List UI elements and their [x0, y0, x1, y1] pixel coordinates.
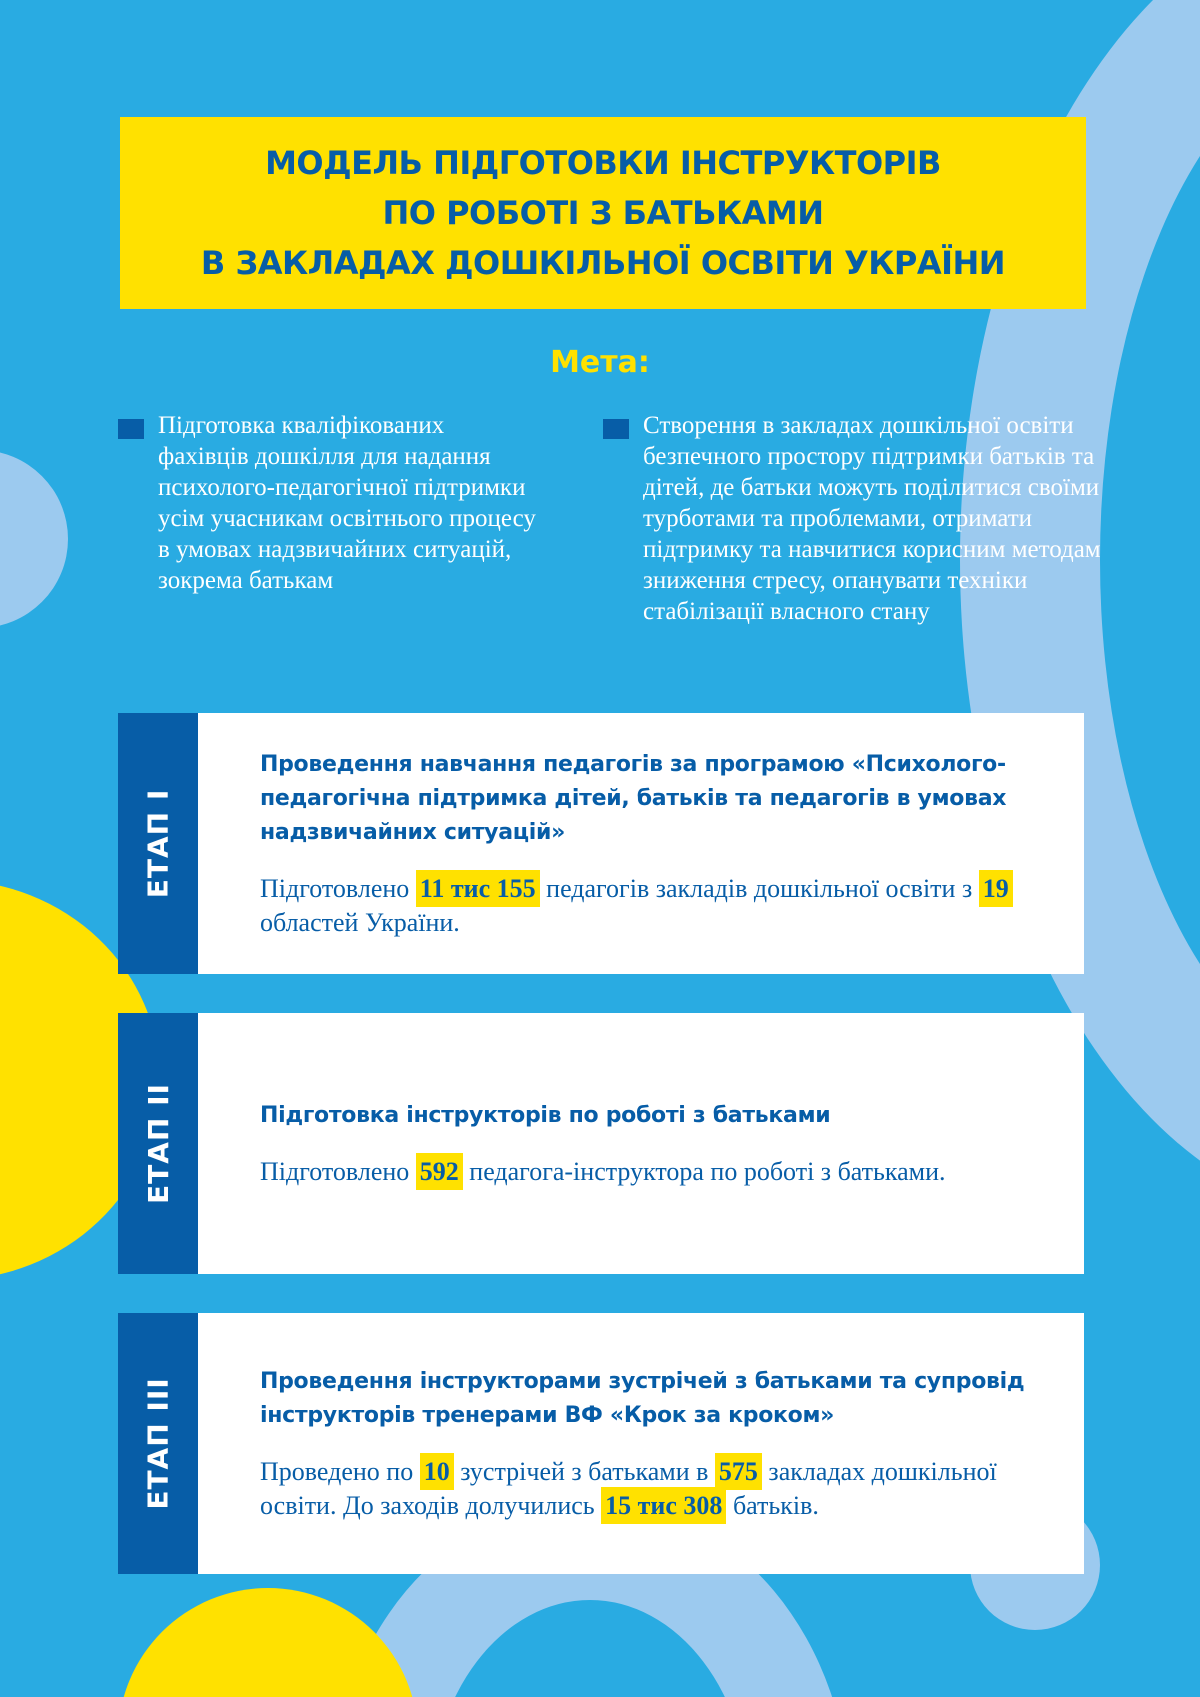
- stage-text-part: Проведено по: [260, 1456, 414, 1486]
- stage-heading-1: Проведення навчання педагогів за програмою «Психолого-педагогічна підтримка дітей, батьків та педагогів в умовах надзвичайних ситуацій»: [260, 751, 1007, 845]
- stage-text-2: [260, 1155, 1050, 1189]
- stat-highlight: 592: [416, 1153, 463, 1190]
- stat-highlight: 19: [979, 870, 1013, 907]
- stage-text-part: зустрічей з батьками в: [460, 1456, 709, 1486]
- goal-item-1: [118, 410, 538, 596]
- stage-text-part: областей України.: [260, 907, 460, 937]
- stage-band-2: [118, 1013, 198, 1274]
- stage-text-part: педагога-інструктора по роботі з батьками.: [469, 1156, 946, 1186]
- title-line-3: В ЗАКЛАДАХ ДОШКІЛЬНОЇ ОСВІТИ УКРАЇНИ: [200, 244, 1006, 282]
- stat-highlight: 575: [715, 1453, 762, 1490]
- stat-highlight: 10: [420, 1453, 454, 1490]
- stage-text-part: педагогів закладів дошкільної освіти з: [546, 873, 973, 903]
- stage-content-1: [260, 713, 1050, 974]
- stat-highlight: 11 тис 155: [416, 870, 540, 907]
- stage-content-3: [260, 1313, 1050, 1574]
- decorative-circle-bottom-yellow: [118, 1588, 418, 1697]
- stage-text-part: Підготовлено: [260, 1156, 410, 1186]
- stage-card-1: [118, 713, 1084, 974]
- stage-text-part: закладах дошкільної освіти. До заходів долучились: [260, 1456, 997, 1520]
- title-line-2: ПО РОБОТІ З БАТЬКАМИ: [382, 194, 824, 232]
- stage-text-1: [260, 872, 1050, 940]
- stage-band-1: [118, 713, 198, 974]
- stage-label-2: ЕТАП II: [141, 1083, 175, 1204]
- title-banner: [120, 117, 1086, 309]
- stage-band-3: [118, 1313, 198, 1574]
- square-bullet-icon: [603, 419, 629, 439]
- decorative-circle-left-light: [0, 450, 68, 628]
- stat-highlight: 15 тис 308: [601, 1487, 726, 1524]
- stage-content-2: [260, 1013, 1050, 1274]
- square-bullet-icon: [118, 419, 144, 439]
- goal-label: Мета:: [550, 345, 650, 380]
- goal-text-1: Підготовка кваліфікованих фахівців дошкілля для надання психолого-педагогічної підтримки усім учасникам освітнього процесу в умовах надзвичайних ситуацій, зокрема батькам: [158, 412, 536, 594]
- goal-text-2: Створення в закладах дошкільної освіти безпечного простору підтримки батьків та дітей, де батьки можуть поділитися своїми турботами та проблемами, отримати підтримку та навчитися корисним методам зниження стресу, опанувати техніки стабілізації власного стану: [643, 412, 1101, 625]
- stage-text-part: Підготовлено: [260, 873, 410, 903]
- stage-text-part: батьків.: [732, 1490, 819, 1520]
- stage-text-3: [260, 1455, 1050, 1523]
- goal-item-2: [603, 410, 1103, 627]
- stage-label-3: ЕТАП III: [141, 1377, 175, 1510]
- stage-heading-2: Підготовка інструкторів по роботі з батьками: [260, 1102, 831, 1128]
- title-line-1: МОДЕЛЬ ПІДГОТОВКИ ІНСТРУКТОРІВ: [265, 144, 941, 182]
- stage-label-1: ЕТАП I: [141, 788, 175, 899]
- stage-card-3: [118, 1313, 1084, 1574]
- stage-heading-3: Проведення інструкторами зустрічей з батьками та супровід інструкторів тренерами ВФ «Крок за кроком»: [260, 1368, 1025, 1428]
- stage-card-2: [118, 1013, 1084, 1274]
